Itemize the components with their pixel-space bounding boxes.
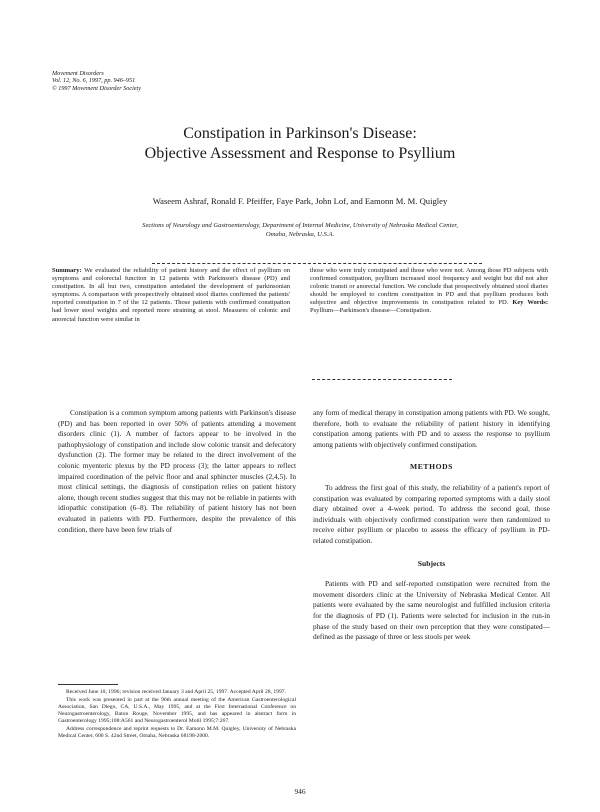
title-line-2: Objective Assessment and Response to Psyllium — [144, 145, 456, 162]
subjects-heading: Subjects — [417, 558, 446, 568]
abstract-left — [52, 267, 290, 324]
journal-name: Movement Disorders — [52, 70, 104, 77]
footnote-received: Received June 10, 1996; revision received January 3 and April 25, 1997. Accepted April 28, 1997. — [66, 689, 286, 695]
journal-citation — [52, 70, 141, 92]
affiliation-line-2: Omaha, Nebraska, U.S.A. — [265, 231, 335, 238]
affiliation — [55, 221, 545, 239]
affiliation-line-1: Sections of Neurology and Gastroenterology, Department of Internal Medicine, University of Nebraska Medical Center, — [142, 222, 458, 229]
abstract-label: Summary: — [52, 267, 82, 274]
intro-continuation: any form of medical therapy in constipation among patients with PD. We sought, therefore, both to evaluate the reliability of patient history in identifying constipation among patients with PD and to assess the response to psyllium among patients with objectively confirmed constipation. — [313, 408, 550, 449]
abstract — [52, 263, 548, 324]
footnote-address: Address correspondence and reprint requests to Dr. Eamonn M.M. Quigley, University of Nebraska Medical Center, 600 S. 42nd Street, Omaha, Nebraska 68198-2000. — [58, 726, 296, 739]
journal-copyright: © 1997 Movement Disorder Society — [52, 84, 142, 92]
abstract-end-rule — [312, 379, 452, 380]
author-list: Waseem Ashraf, Ronald F. Pfeiffer, Faye Park, John Lof, and Eamonn M. M. Quigley — [152, 196, 448, 206]
footnote-presented: This work was presented in part at the 96th annual meeting of the American Gastroenterological Association, San Diego, CA, U.S.A., May 1995, and at the First International Conference on Neurogastroenterology, Baton Rouge, November 1995, and has appeared in abstract form in Gastroenterology 1995;108:A561 and Neurogastroenterol Motil 1995;7:267. — [58, 697, 296, 724]
methods-paragraph: To address the first goal of this study, the reliability of a patient's report of constipation was evaluated by comparing reported symptoms with a daily stool diary obtained over a 4-week period. To address the second goal, those individuals with objectively confirmed constipation were then randomized to receive either psyllium or placebo to assess the efficacy of psyllium in PD-related constipation. — [313, 482, 550, 545]
journal-volume: Vol. 12, No. 6, 1997, pp. 946–951 — [52, 77, 136, 85]
article-title — [0, 124, 600, 164]
page-number: 946 — [294, 787, 306, 796]
methods-heading: METHODS — [409, 462, 454, 472]
keywords: Psyllium—Parkinson's disease—Constipation. — [310, 307, 432, 315]
footnotes — [58, 689, 296, 741]
abstract-right — [310, 267, 548, 324]
abstract-left-text: We evaluated the reliability of patient history and the effect of psyllium on symptoms and colorectal function in 12 patients with Parkinson's disease (PD) and constipation. In all but two, constipation antedated the development of parkinsonian symptoms. A comparison with prospectively obtained stool diaries confirmed the patients' reported constipation in 7 of the 12 patients. Those patients with confirmed constipation had lower stool weights and reported more straining at stool. Measures of colonic and anorectal function were similar in — [52, 267, 291, 323]
abstract-rule — [152, 263, 482, 264]
subjects-paragraph: Patients with PD and self-reported constipation were recruited from the movement disorders clinic at the University of Nebraska Medical Center. All patients were evaluated by the same neurologist and fulfilled inclusion criteria for the diagnosis of PD (1). Patients were selected for inclusion in the run-in phase of the study based on their own perception that they were constipated—defined as the passage of three or less stools per week — [313, 579, 550, 642]
footnote-rule — [58, 684, 118, 685]
intro-paragraph: Constipation is a common symptom among patients with Parkinson's disease (PD) and has been reported in over 50% of patients attending a movement disorders clinic (1). A number of factors appear to be involved in the pathophysiology of constipation and include slow colonic transit and defecatory dysfunction (2). The former may be related to the direct involvement of the colonic myenteric plexus by the PD process (3); the latter appears to reflect impaired coordination of the pelvic floor and anal sphincter muscles (2,4,5). In most clinical settings, the diagnosis of constipation relies on patient history alone, though recent studies suggest that this may not be reliable in patients with idiopathic constipation (6–8). The reliability of patient history has not been evaluated in patients with PD. Furthermore, despite the prevalence of this condition, there have been few trials of — [58, 408, 296, 534]
left-column — [58, 408, 296, 547]
right-column — [313, 408, 550, 655]
title-line-1: Constipation in Parkinson's Disease: — [183, 125, 417, 142]
abstract-right-text: those who were truly constipated and those who were not. Among those PD subjects with confirmed constipation, psyllium increased stool frequency and weight but did not alter colonic transit or anorectal function. We conclude that prospectively obtained stool diaries should be employed to confirm constipation in PD and that psyllium produces both subjective and objective improvements in constipation related to PD. — [310, 267, 548, 307]
keywords-label: Key Words: — [512, 299, 548, 307]
